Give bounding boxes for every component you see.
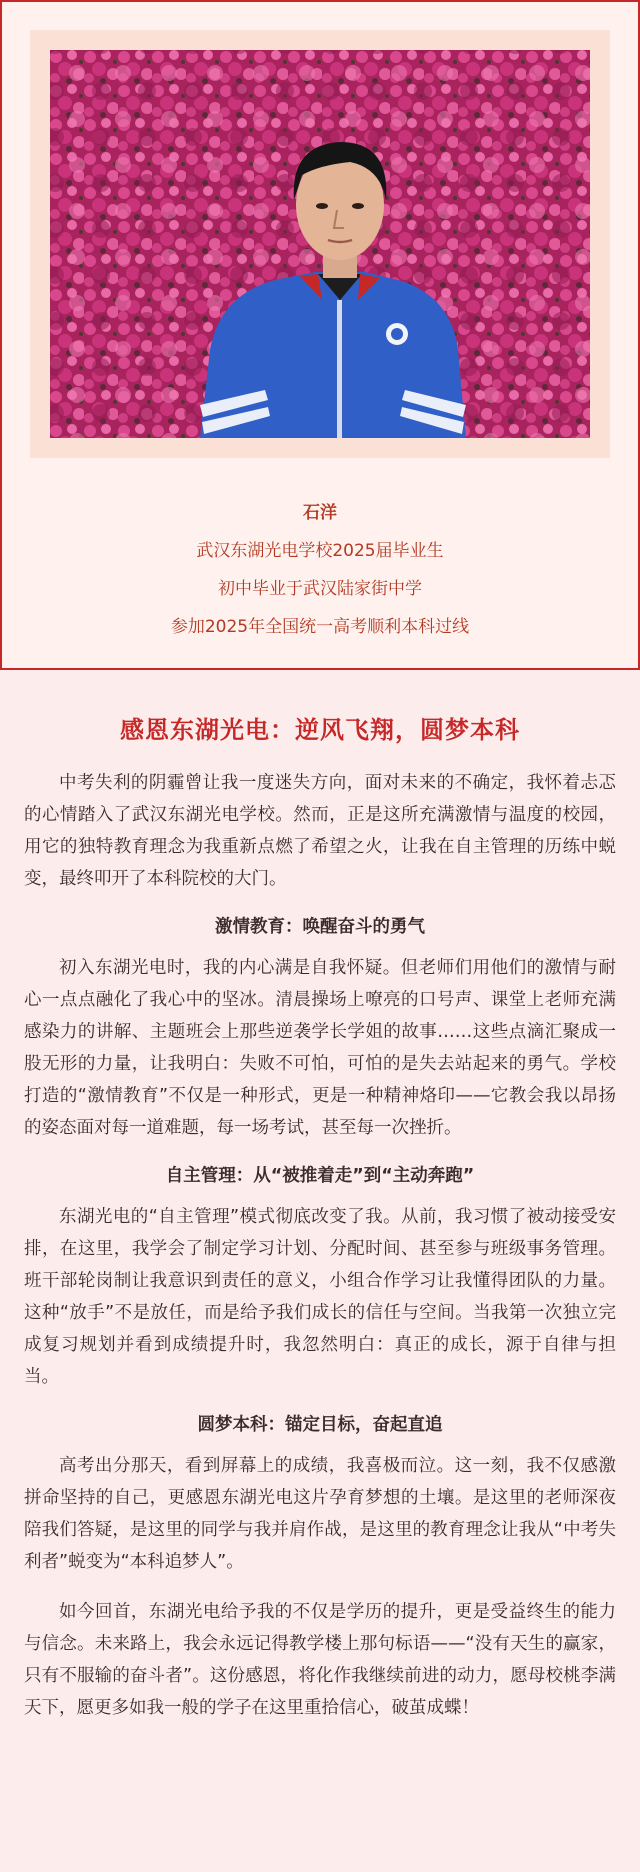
info-line-exam-result: 参加2025年全国统一高考顺利本科过线 — [170, 617, 470, 637]
intro-paragraph: 中考失利的阴霾曾让我一度迷失方向，面对未来的不确定，我怀着忐忑的心情踏入了武汉东湖光电学校。然而，正是这所充满激情与温度的校园，用它的独特教育理念为我重新点燃了希望之火，让我在自主管理的历练中蜕变，最终叩开了本科院校的大门。 — [24, 773, 616, 889]
photo-frame — [30, 30, 610, 458]
section-paragraph-self-management: 东湖光电的“自主管理”模式彻底改变了我。从前，我习惯了被动接受安排，在这里，我学会了制定学习计划、分配时间、甚至参与班级事务管理。班干部轮岗制让我意识到责任的意义，小组合作学习让我懂得团队的力量。这种“放手”不是放任，而是给予我们成长的信任与空间。当我第一次独立完成复习规划并看到成绩提升时，我忽然明白：真正的成长，源于自律与担当。 — [24, 1207, 616, 1387]
closing-paragraph: 如今回首，东湖光电给予我的不仅是学历的提升，更是受益终生的能力与信念。未来路上，我会永远记得教学楼上那句标语——“没有天生的赢家，只有不服输的奋斗者”。这份感恩，将化作我继续前进的动力，愿母校桃李满天下，愿更多如我一般的学子在这里重拾信心，破茧成蝶！ — [24, 1602, 616, 1718]
student-photo — [50, 50, 590, 438]
student-name: 石洋 — [303, 503, 337, 523]
section-heading-dream: 圆梦本科：锚定目标，奋起直追 — [197, 1415, 443, 1435]
section-paragraph-passion: 初入东湖光电时，我的内心满是自我怀疑。但老师们用他们的激情与耐心一点点融化了我心中的坚冰。清晨操场上嘹亮的口号声、课堂上老师充满感染力的讲解、主题班会上那些逆袭学长学姐的故事……这些点滴汇聚成一股无形的力量，让我明白：失败不可怕，可怕的是失去站起来的勇气。学校打造的“激情教育”不仅是一种形式，更是一种精神烙印——它教会我以昂扬的姿态面对每一道难题，每一场考试，甚至每一次挫折。 — [24, 958, 616, 1138]
info-line-graduate: 武汉东湖光电学校2025届毕业生 — [196, 541, 444, 561]
profile-card — [0, 0, 640, 670]
article-title: 感恩东湖光电：逆风飞翔，圆梦本科 — [120, 716, 520, 744]
section-heading-self-management: 自主管理：从“被推着走”到“主动奔跑” — [165, 1166, 475, 1186]
section-heading-passion: 激情教育：唤醒奋斗的勇气 — [215, 917, 425, 937]
article — [24, 700, 616, 1742]
info-line-middle-school: 初中毕业于武汉陆家街中学 — [218, 579, 422, 599]
section-paragraph-dream: 高考出分那天，看到屏幕上的成绩，我喜极而泣。这一刻，我不仅感激拼命坚持的自己，更感恩东湖光电这片孕育梦想的土壤。是这里的老师深夜陪我们答疑，是这里的同学与我并肩作战，是这里的教育理念让我从“中考失利者”蜕变为“本科追梦人”。 — [24, 1456, 616, 1572]
